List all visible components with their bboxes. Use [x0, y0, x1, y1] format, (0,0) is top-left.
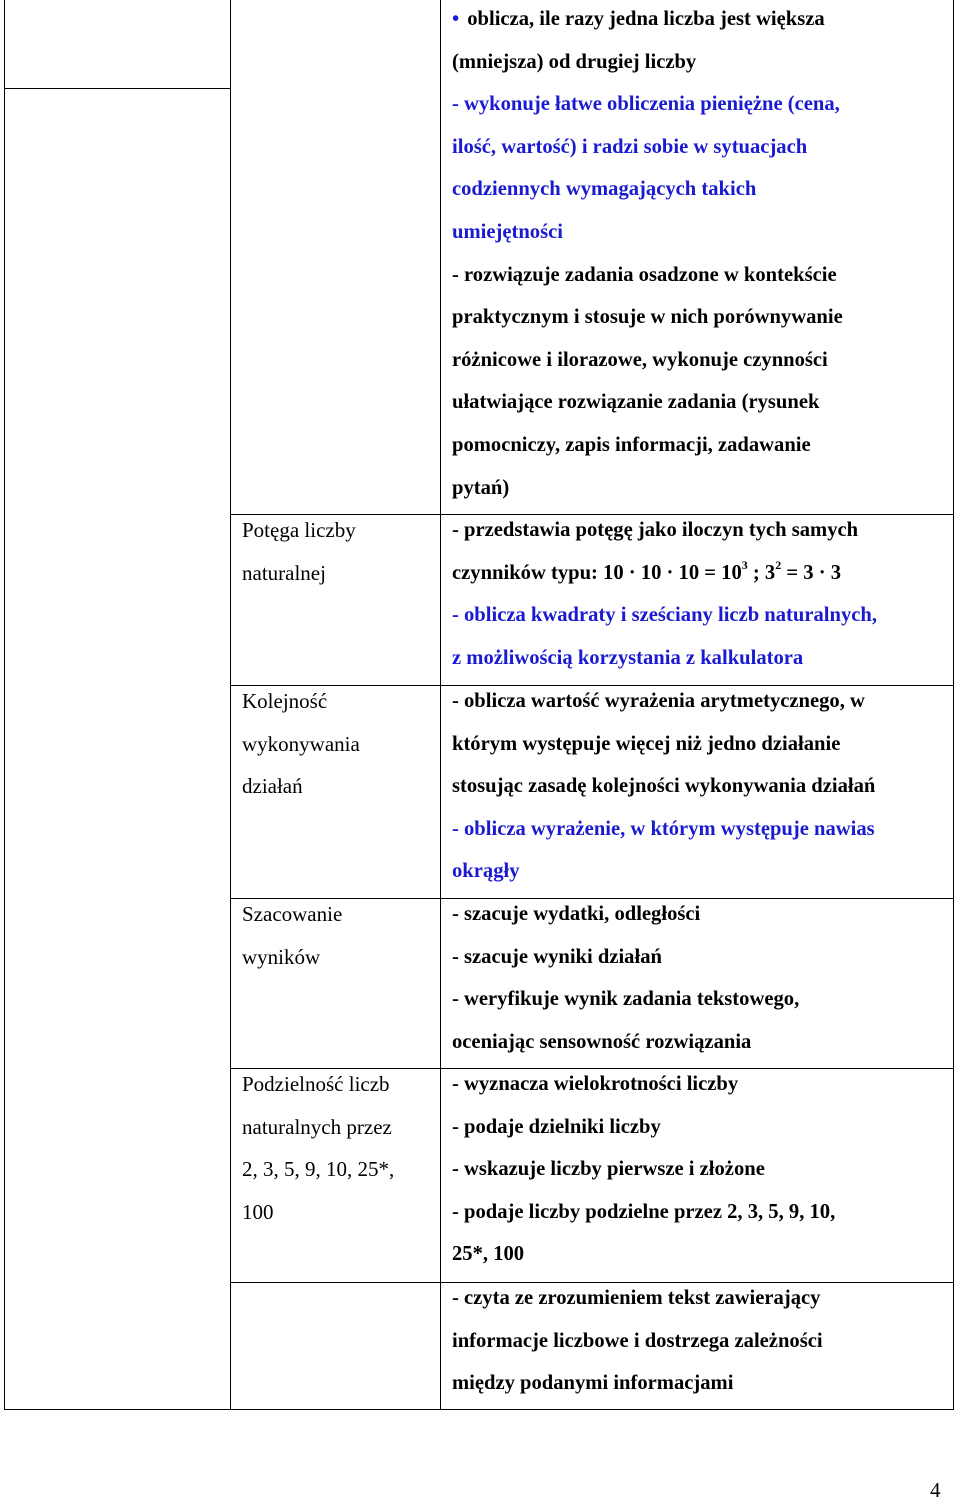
content-line: (mniejsza) od drugiej liczby [452, 50, 697, 73]
row-2-content [452, 509, 952, 679]
content-line: z możliwością korzystania z kalkulatora [452, 646, 804, 669]
content-line: różnicowe i ilorazowe, wykonuje czynności [452, 348, 828, 371]
content-line: 25*, 100 [452, 1243, 525, 1266]
content-line: - wskazuje liczby pierwsze i złożone [452, 1158, 765, 1181]
row-4-content [452, 893, 952, 1063]
content-line: którym występuje więcej niż jedno działanie [452, 732, 841, 755]
column-divider-1 [230, 0, 231, 1409]
formula-part: ; 3 [747, 561, 776, 584]
topic-line: naturalnych przez [242, 1114, 392, 1139]
formula-part: = 3 · 3 [781, 561, 842, 584]
topic-line: 100 [242, 1199, 274, 1224]
row-divider-first-col [5, 88, 230, 89]
content-line: między podanymi informacjami [452, 1372, 734, 1395]
content-line: stosując zasadę kolejności wykonywania działań [452, 775, 876, 798]
formula-part: czynników typu: 10 · 10 · 10 = 10 [452, 561, 742, 584]
content-line: - oblicza wartość wyrażenia arytmetycznego, w [452, 690, 865, 712]
content-line: - oblicza wyrażenie, w którym występuje nawias [452, 817, 875, 840]
formula-line [452, 552, 952, 595]
row-3-content [452, 680, 952, 893]
topic-potega-liczby [242, 509, 356, 594]
content-line: - szacuje wydatki, odległości [452, 903, 701, 925]
topic-line: wyników [242, 944, 321, 969]
content-line: - podaje liczby podzielne przez 2, 3, 5, 9, 10, [452, 1200, 836, 1223]
topic-line: wykonywania [242, 731, 360, 756]
formula-exponent: 2 [775, 557, 782, 572]
topic-line: Kolejność [242, 689, 328, 713]
row-divider-6 [230, 1282, 440, 1283]
content-line: - przedstawia potęgę jako iloczyn tych samych [452, 519, 859, 541]
topic-podzielnosc [242, 1063, 394, 1233]
row-6-content [452, 1277, 952, 1405]
formula-exponent: 3 [741, 557, 748, 572]
content-line: - wykonuje łatwe obliczenia pieniężne (cena, [452, 93, 840, 116]
row-5-content [452, 1063, 952, 1276]
content-line: - weryfikuje wynik zadania tekstowego, [452, 988, 800, 1011]
content-line: pytań) [452, 476, 510, 499]
content-line: ilość, wartość) i radzi sobie w sytuacjach [452, 135, 808, 158]
content-line: ułatwiające rozwiązanie zadania (rysunek [452, 391, 820, 414]
topic-kolejnosc-dzialan [242, 680, 360, 808]
topic-line: Podzielność liczb [242, 1072, 390, 1096]
content-line: - czyta ze zrozumieniem tekst zawierający [452, 1287, 821, 1309]
content-line: - podaje dzielniki liczby [452, 1115, 661, 1138]
content-line: okrągły [452, 860, 520, 883]
content-line: oceniając sensowność rozwiązania [452, 1030, 752, 1053]
topic-line: naturalnej [242, 560, 326, 585]
content-line: - wyznacza wielokrotności liczby [452, 1073, 739, 1095]
bullet-icon: • [452, 8, 460, 30]
content-line: pomocniczy, zapis informacji, zadawanie [452, 433, 811, 456]
content-line: informacje liczbowe i dostrzega zależności [452, 1329, 823, 1352]
topic-szacowanie [242, 893, 342, 978]
content-line: umiejętności [452, 220, 563, 243]
page-number: 4 [930, 1478, 941, 1502]
content-line: - rozwiązuje zadania osadzone w kontekście [452, 263, 837, 286]
topic-line: 2, 3, 5, 9, 10, 25*, [242, 1157, 395, 1182]
topic-line: Szacowanie [242, 902, 343, 926]
row-1-content [452, 0, 952, 509]
content-line [452, 0, 952, 41]
content-line: - oblicza kwadraty i sześciany liczb naturalnych, [452, 604, 878, 627]
content-line: codziennych wymagających takich [452, 178, 757, 201]
topic-line: działań [242, 774, 303, 799]
column-divider-2 [440, 0, 441, 1409]
content-text: oblicza, ile razy jedna liczba jest większa [467, 8, 825, 30]
content-line: - szacuje wyniki działań [452, 945, 662, 968]
topic-line: Potęga liczby [242, 518, 356, 542]
content-line: praktycznym i stosuje w nich porównywanie [452, 306, 843, 329]
